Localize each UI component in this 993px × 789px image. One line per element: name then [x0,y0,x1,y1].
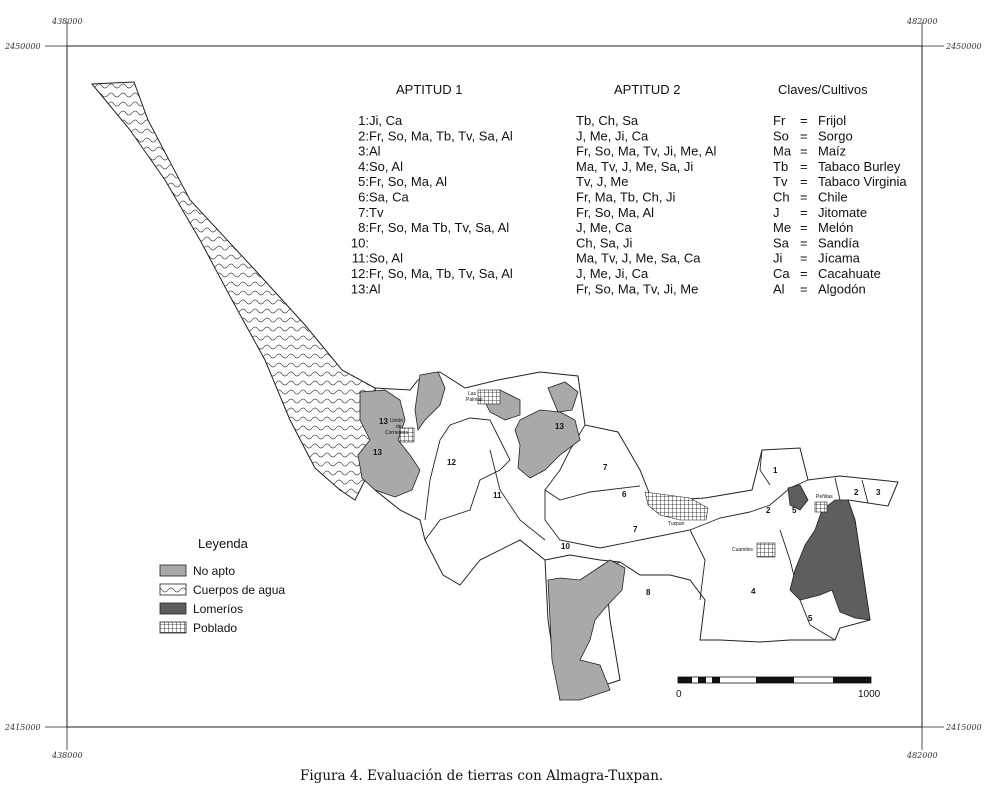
aptitud1-row-number: 1: [358,113,369,128]
coord-bottom-left: 2415000 [5,723,41,732]
place-cuamiles: Cuamiles [732,547,753,553]
zone-label-5: 5 [792,506,797,515]
clave-equals: = [800,266,808,281]
aptitud2-row: J, Me, Ji, Ca [576,128,649,144]
aptitud2-row: J, Me, Ji, Ca [576,266,649,281]
clave-name: Tabaco Virginia [818,174,907,190]
clave-equals: = [800,143,808,159]
aptitud2-title: APTITUD 2 [614,82,681,97]
aptitud2-row: Ma, Tv, J, Me, Sa, Ji [576,158,694,174]
clave-code: Me [773,220,792,236]
aptitud2-row: Fr, So, Ma, Al [576,204,655,220]
aptitud1-row-crops: Fr, So, Ma, Al [369,174,448,190]
place-union-3: Corrientes [385,430,409,436]
scale-label-end: 1000 [858,689,881,700]
zone-label-8: 8 [646,588,651,597]
clave-name: Tabaco Burley [818,158,901,174]
aptitud1-row-number: 10: [350,235,369,251]
legend-label-lomerios: Lomeríos [193,602,244,616]
aptitud1-row-crops: Fr, So, Ma Tb, Tv, Sa, Al [369,220,510,236]
zone-label-10: 10 [561,542,570,551]
clave-code: J [773,204,780,220]
clave-equals: = [800,128,808,144]
zone-label-13a: 13 [379,417,388,426]
place-las-palmas-2: Palmas [466,397,483,403]
zone-label-5b: 5 [808,614,813,623]
clave-code: Ca [773,266,790,281]
clave-equals: = [800,281,808,297]
coord-top-right: 2450000 [946,42,982,51]
clave-name: Maíz [818,143,847,159]
clave-code: Ma [773,143,792,159]
aptitud2-row: Fr, Ma, Tb, Ch, Ji [576,189,676,205]
clave-equals: = [800,250,808,266]
legend-swatches [160,565,186,633]
aptitud2-row: Tb, Ch, Sa [576,113,639,128]
zone-label-2: 2 [766,506,771,515]
clave-equals: = [800,220,808,236]
aptitud1-row-number: 11: [351,250,369,266]
coord-left-top: 438000 [52,17,83,26]
clave-equals: = [800,158,808,174]
aptitud1-row-crops: Al [369,281,381,297]
aptitud1-row-crops: Tv [369,204,384,220]
coord-left-bottom: 438000 [52,751,83,760]
claves-rows [773,113,907,296]
coord-right-bottom: 482000 [907,751,938,760]
zone-label-13b: 13 [373,448,382,457]
place-union-1: Unión [390,418,404,424]
aptitud2-row: Tv, J, Me [576,174,629,190]
clave-equals: = [800,113,808,128]
aptitud1-row-number: 7: [358,204,369,220]
aptitud1-row-number: 6: [358,189,369,205]
aptitud1-row-crops: Sa, Ca [369,189,409,205]
aptitud2-row: Fr, So, Ma, Tv, Ji, Me, Al [576,143,717,159]
claves-title: Claves/Cultivos [778,82,868,97]
zone-label-4: 4 [751,587,756,596]
aptitud1-row-crops: So, Al [369,250,403,266]
aptitud2-row: J, Me, Ca [576,220,632,236]
place-union-2: de [396,424,402,430]
aptitud1-row-number: 13: [350,281,369,297]
clave-equals: = [800,204,808,220]
figure-caption: Figura 4. Evaluación de tierras con Almagra-Tuxpan. [300,768,664,784]
aptitud1-row-number: 4: [358,158,369,174]
zone-label-11: 11 [493,491,502,500]
aptitud1-row-number: 12: [350,266,369,281]
aptitud2-row: Fr, So, Ma, Tv, Ji, Me [576,281,699,297]
aptitud2-row: Ch, Sa, Ji [576,235,633,251]
clave-name: Jícama [818,250,860,266]
aptitud1-row-number: 5: [358,174,369,190]
place-las-palmas-1: Las [468,391,477,397]
aptitud1-row-crops: Fr, So, Ma, Tb, Tv, Sa, Al [369,128,513,144]
legend-label-no-apto: No apto [193,564,236,578]
zone-label-6: 6 [622,490,627,499]
clave-code: So [773,128,789,144]
scale-label-start: 0 [676,689,682,700]
scale-bar [678,677,871,683]
aptitud1-row-crops: Ji, Ca [369,113,403,128]
legend-label-water: Cuerpos de agua [193,583,286,597]
clave-equals: = [800,235,808,251]
aptitud1-row-crops: Al [369,143,381,159]
aptitud1-rows [351,113,513,296]
clave-code: Sa [773,235,789,251]
clave-name: Jitomate [818,204,868,220]
place-tuxpan: Tuxpan [668,521,685,527]
aptitud1-row-crops: So, Al [369,158,403,174]
zone-label-1: 1 [773,466,778,475]
legend-label-poblado: Poblado [193,621,238,635]
coord-top-left: 2450000 [5,42,41,51]
clave-code: Tb [773,158,789,174]
zone-label-13c: 13 [555,422,564,431]
zone-label-12: 12 [447,458,456,467]
zone-label-3: 3 [876,488,881,497]
clave-name: Cacahuate [818,266,881,281]
clave-code: Al [773,281,785,297]
clave-name: Sandía [818,235,860,251]
aptitud2-rows [576,113,716,296]
legend-title: Leyenda [198,536,248,551]
aptitud1-row-crops: Fr, So, Ma, Tb, Tv, Sa, Al [369,266,513,281]
clave-name: Algodón [818,281,866,297]
aptitud2-row: Ma, Tv, J, Me, Sa, Ca [576,250,701,266]
place-penitas: Peñitas [816,494,833,500]
legend-swatch-lomerios [160,603,186,614]
clave-name: Frijol [818,113,847,128]
clave-equals: = [800,174,808,190]
coord-bottom-right: 2415000 [946,723,982,732]
clave-code: Ch [773,189,790,205]
zone-label-2b: 2 [854,488,859,497]
aptitud1-row-number: 2: [358,128,369,144]
clave-code: Tv [773,174,788,190]
clave-code: Fr [773,113,786,128]
zone-label-7b: 7 [633,525,638,534]
aptitud1-title: APTITUD 1 [396,82,463,97]
legend-swatch-no-apto [160,565,186,576]
clave-code: Ji [773,250,783,266]
legend-swatch-water [160,584,186,595]
coord-right-top: 482000 [907,17,938,26]
water-body [92,82,378,500]
clave-name: Chile [818,189,848,205]
legend-swatch-poblado [160,622,186,633]
aptitud1-row-number: 8: [358,220,369,236]
clave-name: Sorgo [818,128,853,144]
zone-label-7: 7 [603,463,608,472]
clave-equals: = [800,189,808,205]
aptitud1-row-number: 3: [358,143,369,159]
clave-name: Melón [818,220,854,236]
